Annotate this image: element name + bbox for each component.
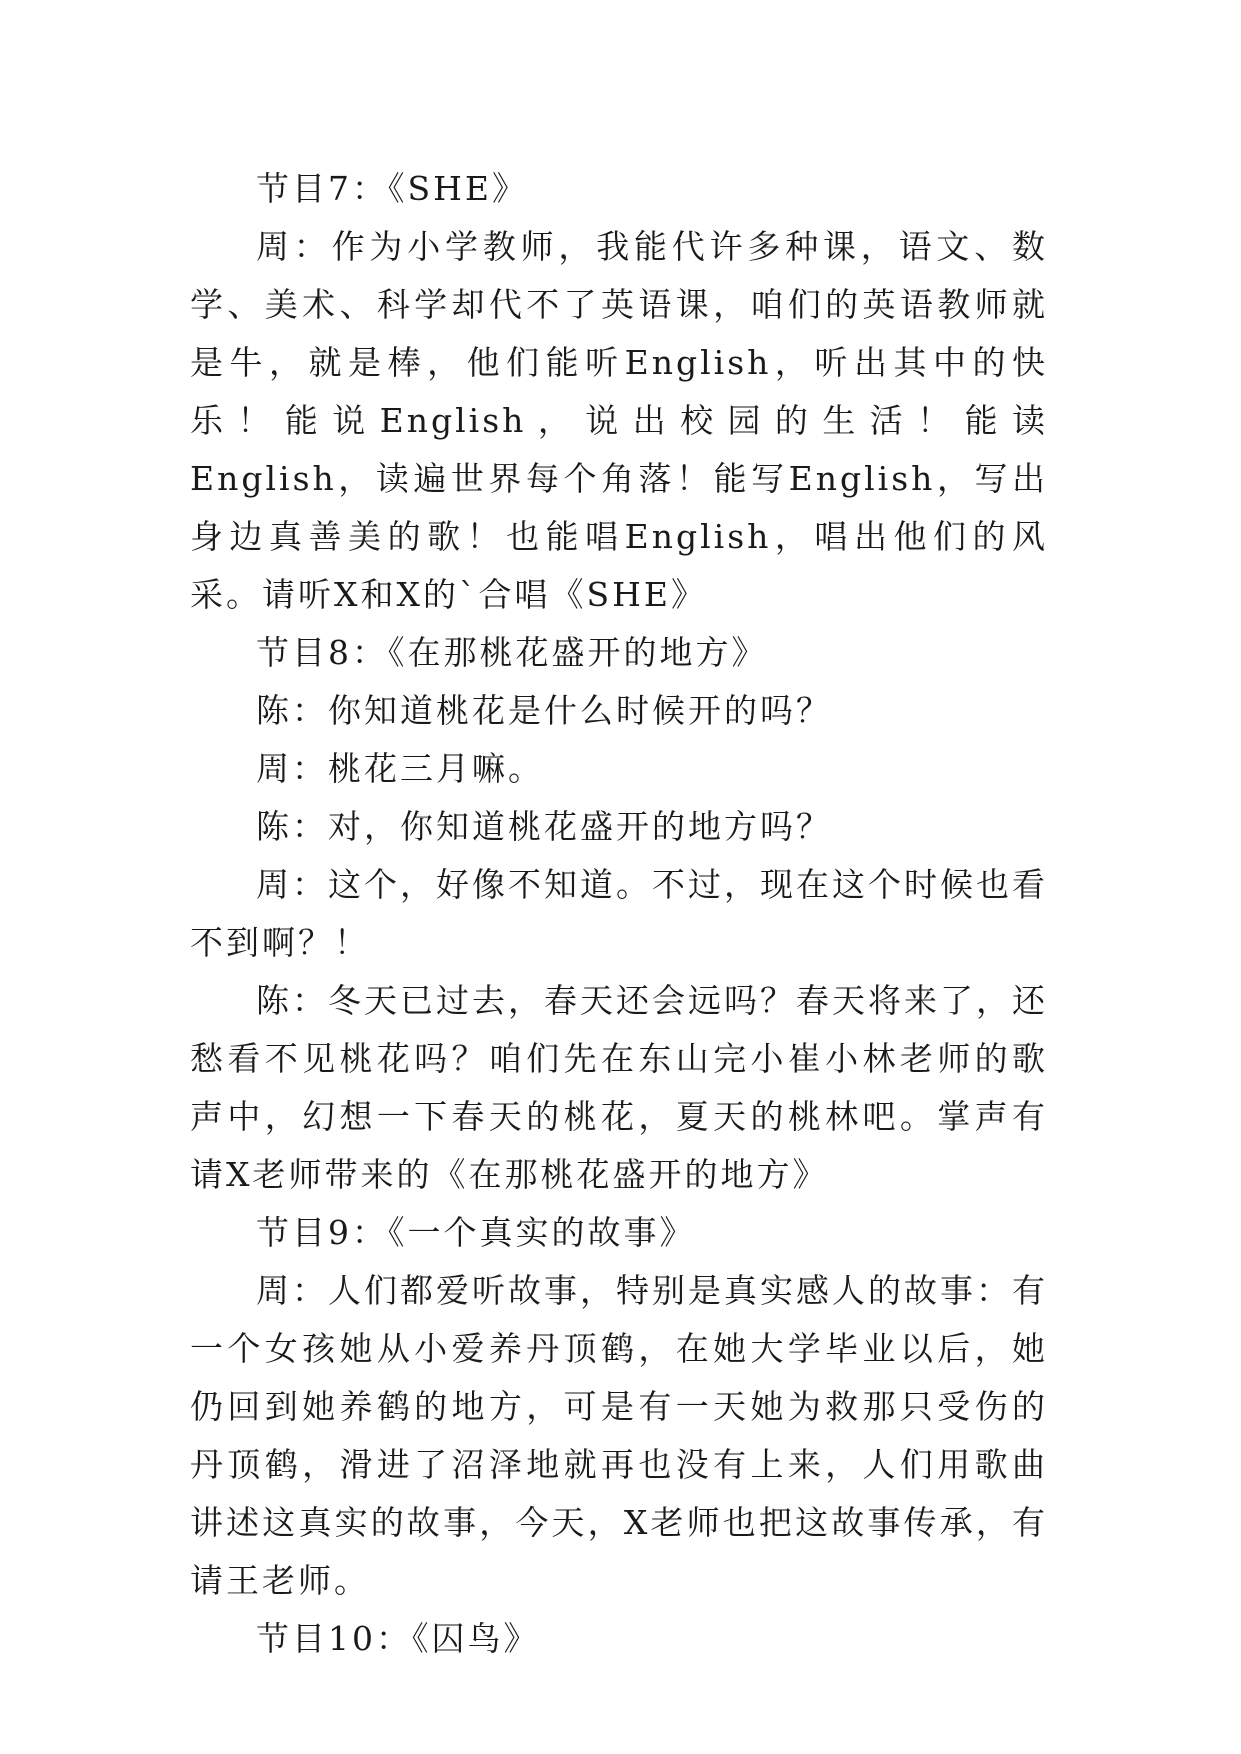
host-zhou-line-1: 周：作为小学教师，我能代许多种课，语文、数学、美术、科学却代不了英语课，咱们的英语教师就是牛，就是棒，他们能听English，听出其中的快乐！能说English，说出校园的生活！能读English，读遍世界每个角落！能写English，写出身边真善美的歌！也能唱English，唱出他们的风采。请听X和X的`合唱《SHE》 bbox=[190, 227, 1048, 614]
program-10-heading: 节目10：《囚鸟》 bbox=[256, 1619, 540, 1658]
host-chen-line-1: 陈：你知道桃花是什么时候开的吗？ bbox=[256, 691, 832, 730]
program-8-heading: 节目8：《在那桃花盛开的地方》 bbox=[256, 633, 768, 672]
host-chen-line-2: 陈：对，你知道桃花盛开的地方吗？ bbox=[256, 807, 832, 846]
host-zhou-line-3: 周：这个，好像不知道。不过，现在这个时候也看不到啊？！ bbox=[190, 865, 1048, 962]
program-7-heading: 节目7：《SHE》 bbox=[256, 169, 528, 208]
host-zhou-line-2: 周：桃花三月嘛。 bbox=[256, 749, 544, 788]
host-zhou-line-4: 周：人们都爱听故事，特别是真实感人的故事：有一个女孩她从小爱养丹顶鹤，在她大学毕业以后，她仍回到她养鹤的地方，可是有一天她为救那只受伤的丹顶鹤，滑进了沼泽地就再也没有上来，人们用歌曲讲述这真实的故事，今天，X老师也把这故事传承，有请王老师。 bbox=[190, 1271, 1048, 1600]
program-9-heading: 节目9：《一个真实的故事》 bbox=[256, 1213, 696, 1252]
document-body bbox=[190, 160, 1048, 1668]
host-chen-line-3: 陈：冬天已过去，春天还会远吗？春天将来了，还愁看不见桃花吗？咱们先在东山完小崔小林老师的歌声中，幻想一下春天的桃花，夏天的桃林吧。掌声有请X老师带来的《在那桃花盛开的地方》 bbox=[190, 981, 1048, 1194]
